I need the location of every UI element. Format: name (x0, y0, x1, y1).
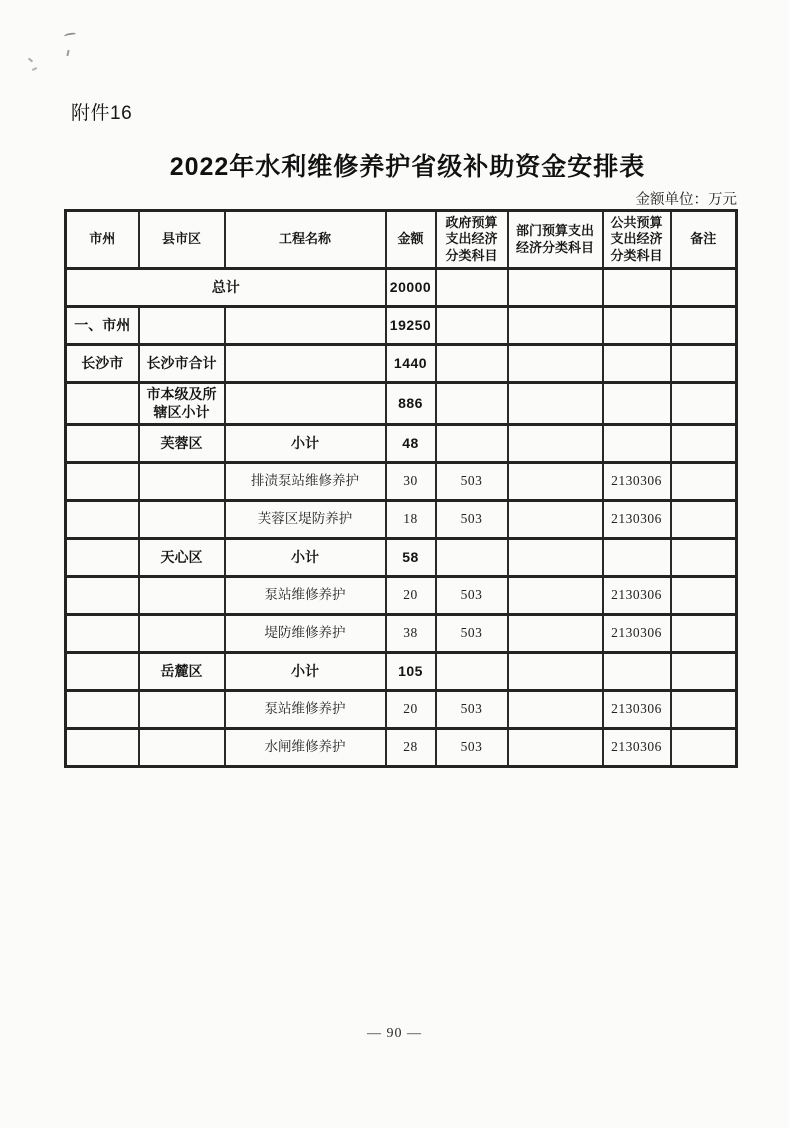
table-cell (139, 501, 225, 539)
column-header-8: 备注 (671, 211, 737, 269)
table-cell: 503 (436, 691, 508, 729)
column-header-3: 工程名称 (225, 211, 386, 269)
table-cell: 18 (386, 501, 436, 539)
table-cell: 30 (386, 463, 436, 501)
table-cell (508, 425, 603, 463)
table-cell: 堤防维修养护 (225, 615, 386, 653)
table-row (66, 577, 737, 615)
table-row (66, 307, 737, 345)
attachment-label: 附件16 (71, 103, 133, 124)
column-header-5: 政府预算支出经济分类科目 (436, 211, 508, 269)
table-cell: 小计 (225, 425, 386, 463)
table-row (66, 539, 737, 577)
table-row (66, 615, 737, 653)
table-cell: 总计 (66, 269, 386, 307)
table-cell: 泵站维修养护 (225, 577, 386, 615)
scan-artifact (64, 32, 77, 39)
table-cell (436, 383, 508, 425)
table-cell: 48 (386, 425, 436, 463)
column-header-6: 部门预算支出经济分类科目 (508, 211, 603, 269)
table-cell (671, 463, 737, 501)
table-cell (508, 615, 603, 653)
table-cell: 28 (386, 729, 436, 767)
table-cell: 20000 (386, 269, 436, 307)
table-cell (508, 501, 603, 539)
table-cell: 20 (386, 577, 436, 615)
table-cell (139, 615, 225, 653)
table-header-row (66, 211, 737, 269)
table-cell: 58 (386, 539, 436, 577)
table-cell (508, 269, 603, 307)
table-cell (139, 691, 225, 729)
table-cell (671, 577, 737, 615)
table-row (66, 653, 737, 691)
table-row (66, 345, 737, 383)
table-cell (66, 577, 139, 615)
table-cell (436, 539, 508, 577)
table-cell (139, 307, 225, 345)
table-cell (671, 383, 737, 425)
table-row (66, 729, 737, 767)
table-cell (225, 383, 386, 425)
table-cell: 503 (436, 729, 508, 767)
table-cell (603, 425, 671, 463)
table-cell (671, 615, 737, 653)
table-cell (508, 307, 603, 345)
table-cell (603, 539, 671, 577)
table-cell (139, 729, 225, 767)
table-cell (671, 425, 737, 463)
scan-artifact (66, 50, 69, 56)
table-cell: 长沙市合计 (139, 345, 225, 383)
table-cell: 芙蓉区 (139, 425, 225, 463)
table-cell: 岳麓区 (139, 653, 225, 691)
column-header-2: 县市区 (139, 211, 225, 269)
table-cell: 长沙市 (66, 345, 139, 383)
table-cell: 一、市州 (66, 307, 139, 345)
scan-artifact (32, 67, 37, 71)
table-cell (436, 269, 508, 307)
table-cell (671, 691, 737, 729)
table-row (66, 425, 737, 463)
table-cell (225, 307, 386, 345)
page-number: — 90 — (367, 1026, 422, 1041)
table-cell: 503 (436, 615, 508, 653)
table-cell: 38 (386, 615, 436, 653)
table-cell (66, 463, 139, 501)
table-cell (671, 307, 737, 345)
scan-artifact (28, 58, 33, 63)
table-cell: 503 (436, 501, 508, 539)
subsidy-allocation-table (64, 209, 738, 768)
table-cell: 2130306 (603, 729, 671, 767)
table-row (66, 463, 737, 501)
page-title: 2022年水利维修养护省级补助资金安排表 (169, 153, 646, 181)
table-row (66, 269, 737, 307)
table-cell (436, 307, 508, 345)
table-cell (508, 345, 603, 383)
table-cell: 503 (436, 577, 508, 615)
table-cell: 20 (386, 691, 436, 729)
table-cell: 2130306 (603, 691, 671, 729)
column-header-7: 公共预算支出经济分类科目 (603, 211, 671, 269)
table-cell (603, 307, 671, 345)
table-cell: 886 (386, 383, 436, 425)
table-cell (66, 425, 139, 463)
table-cell (139, 577, 225, 615)
column-header-1: 市州 (66, 211, 139, 269)
table-cell: 排渍泵站维修养护 (225, 463, 386, 501)
table-cell (66, 691, 139, 729)
table-cell (436, 425, 508, 463)
table-cell (508, 577, 603, 615)
table-cell (671, 539, 737, 577)
table-cell (66, 501, 139, 539)
table-cell: 19250 (386, 307, 436, 345)
table-cell (603, 269, 671, 307)
table-cell: 小计 (225, 539, 386, 577)
table-cell (671, 501, 737, 539)
table-cell: 1440 (386, 345, 436, 383)
table-cell (671, 729, 737, 767)
table-cell (508, 691, 603, 729)
table-cell (508, 653, 603, 691)
table-cell (671, 653, 737, 691)
table-cell (508, 463, 603, 501)
table-cell: 503 (436, 463, 508, 501)
table-row (66, 691, 737, 729)
table-cell (671, 269, 737, 307)
table-cell: 2130306 (603, 463, 671, 501)
table-row (66, 501, 737, 539)
table-cell (66, 615, 139, 653)
table-cell (603, 345, 671, 383)
table-cell: 泵站维修养护 (225, 691, 386, 729)
table-row (66, 383, 737, 425)
table-cell (508, 383, 603, 425)
table-cell: 小计 (225, 653, 386, 691)
table-cell (66, 539, 139, 577)
table-cell (66, 729, 139, 767)
table-cell (225, 345, 386, 383)
table-cell: 水闸维修养护 (225, 729, 386, 767)
table-cell (436, 653, 508, 691)
table-cell (436, 345, 508, 383)
table-cell (139, 463, 225, 501)
table-cell (66, 383, 139, 425)
table-cell (66, 653, 139, 691)
amount-unit-note: 金额单位：万元 (635, 192, 737, 208)
table-cell (603, 653, 671, 691)
table-cell (508, 539, 603, 577)
table-cell: 芙蓉区堤防养护 (225, 501, 386, 539)
table-cell (671, 345, 737, 383)
table-cell: 天心区 (139, 539, 225, 577)
table-cell (508, 729, 603, 767)
table-cell: 2130306 (603, 577, 671, 615)
table-cell: 市本级及所辖区小计 (139, 383, 225, 425)
column-header-4: 金额 (386, 211, 436, 269)
table-cell: 2130306 (603, 615, 671, 653)
table-cell (603, 383, 671, 425)
table-cell: 105 (386, 653, 436, 691)
table-cell: 2130306 (603, 501, 671, 539)
